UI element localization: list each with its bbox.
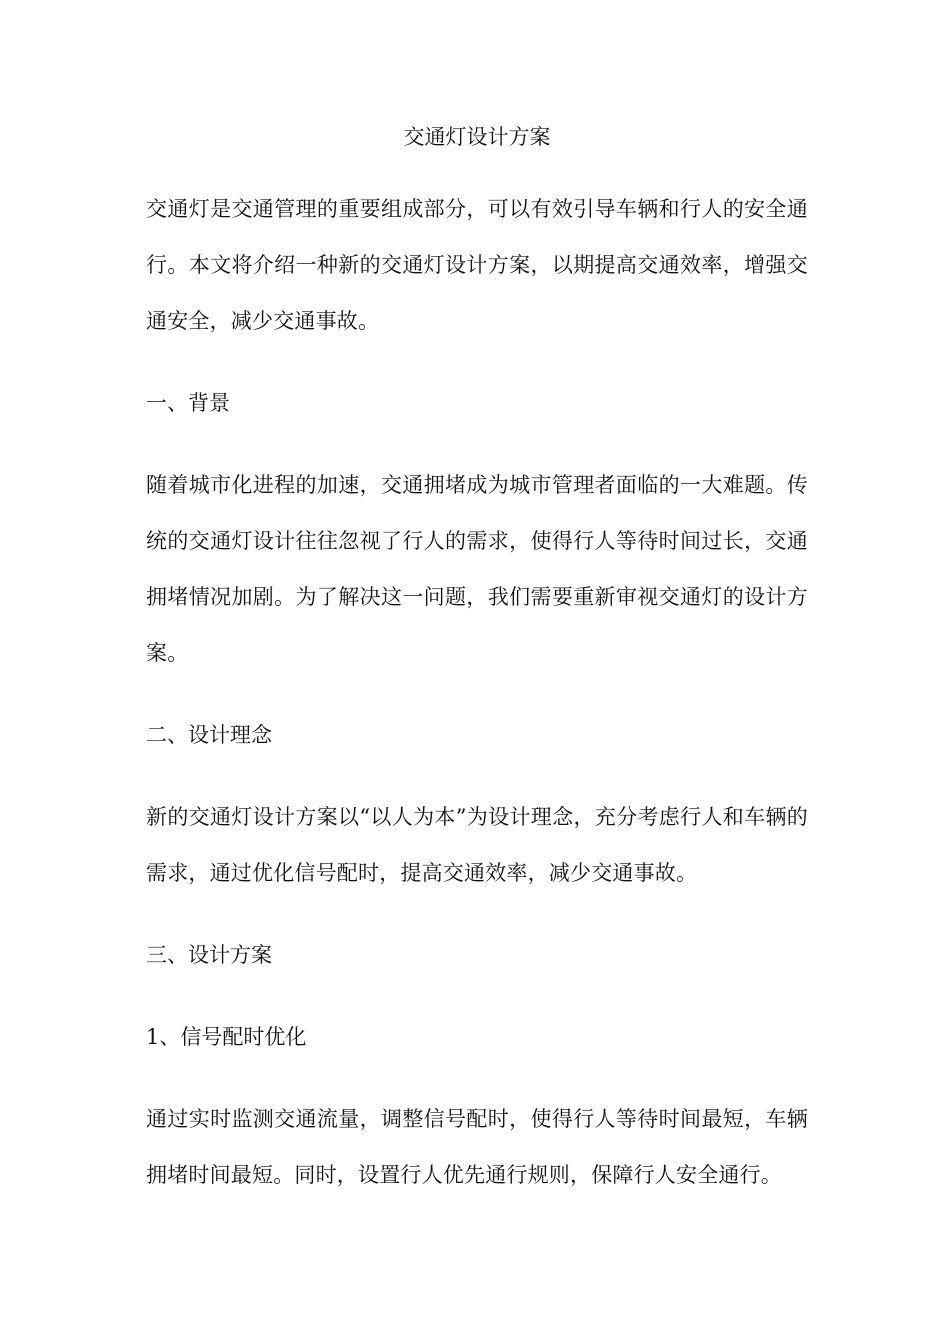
section-heading-design-concept: 二、设计理念 xyxy=(146,723,272,747)
section-body-background: 随着城市化进程的加速，交通拥堵成为城市管理者面临的一大难题。传统的交通灯设计往往忽视了行人的需求，使得行人等待时间过长，交通拥堵情况加剧。为了解决这一问题，我们需要重新审视交通灯的设计方案。 xyxy=(146,473,808,665)
section-body-design-concept: 新的交通灯设计方案以“以人为本”为设计理念，充分考虑行人和车辆的需求，通过优化信号配时，提高交通效率，减少交通事故。 xyxy=(146,805,808,885)
intro-paragraph: 交通灯是交通管理的重要组成部分，可以有效引导车辆和行人的安全通行。本文将介绍一种新的交通灯设计方案，以期提高交通效率，增强交通安全，减少交通事故。 xyxy=(146,197,808,333)
spacer xyxy=(146,763,808,789)
spacer xyxy=(146,901,808,927)
spacer xyxy=(146,431,808,457)
subsection-body-signal-timing: 通过实时监测交通流量，调整信号配时，使得行人等待时间最短，车辆拥堵时间最短。同时，设置行人优先通行规则，保障行人安全通行。 xyxy=(146,1107,808,1187)
spacer xyxy=(146,681,808,707)
section-heading-design-plan: 三、设计方案 xyxy=(146,943,272,967)
spacer xyxy=(146,1065,808,1091)
spacer xyxy=(146,349,808,375)
spacer xyxy=(146,983,808,1009)
subsection-heading-signal-timing: 1、信号配时优化 xyxy=(146,1025,307,1049)
document-title: 交通灯设计方案 xyxy=(403,125,551,149)
section-heading-background: 一、背景 xyxy=(146,391,230,415)
document-content xyxy=(146,119,808,1203)
